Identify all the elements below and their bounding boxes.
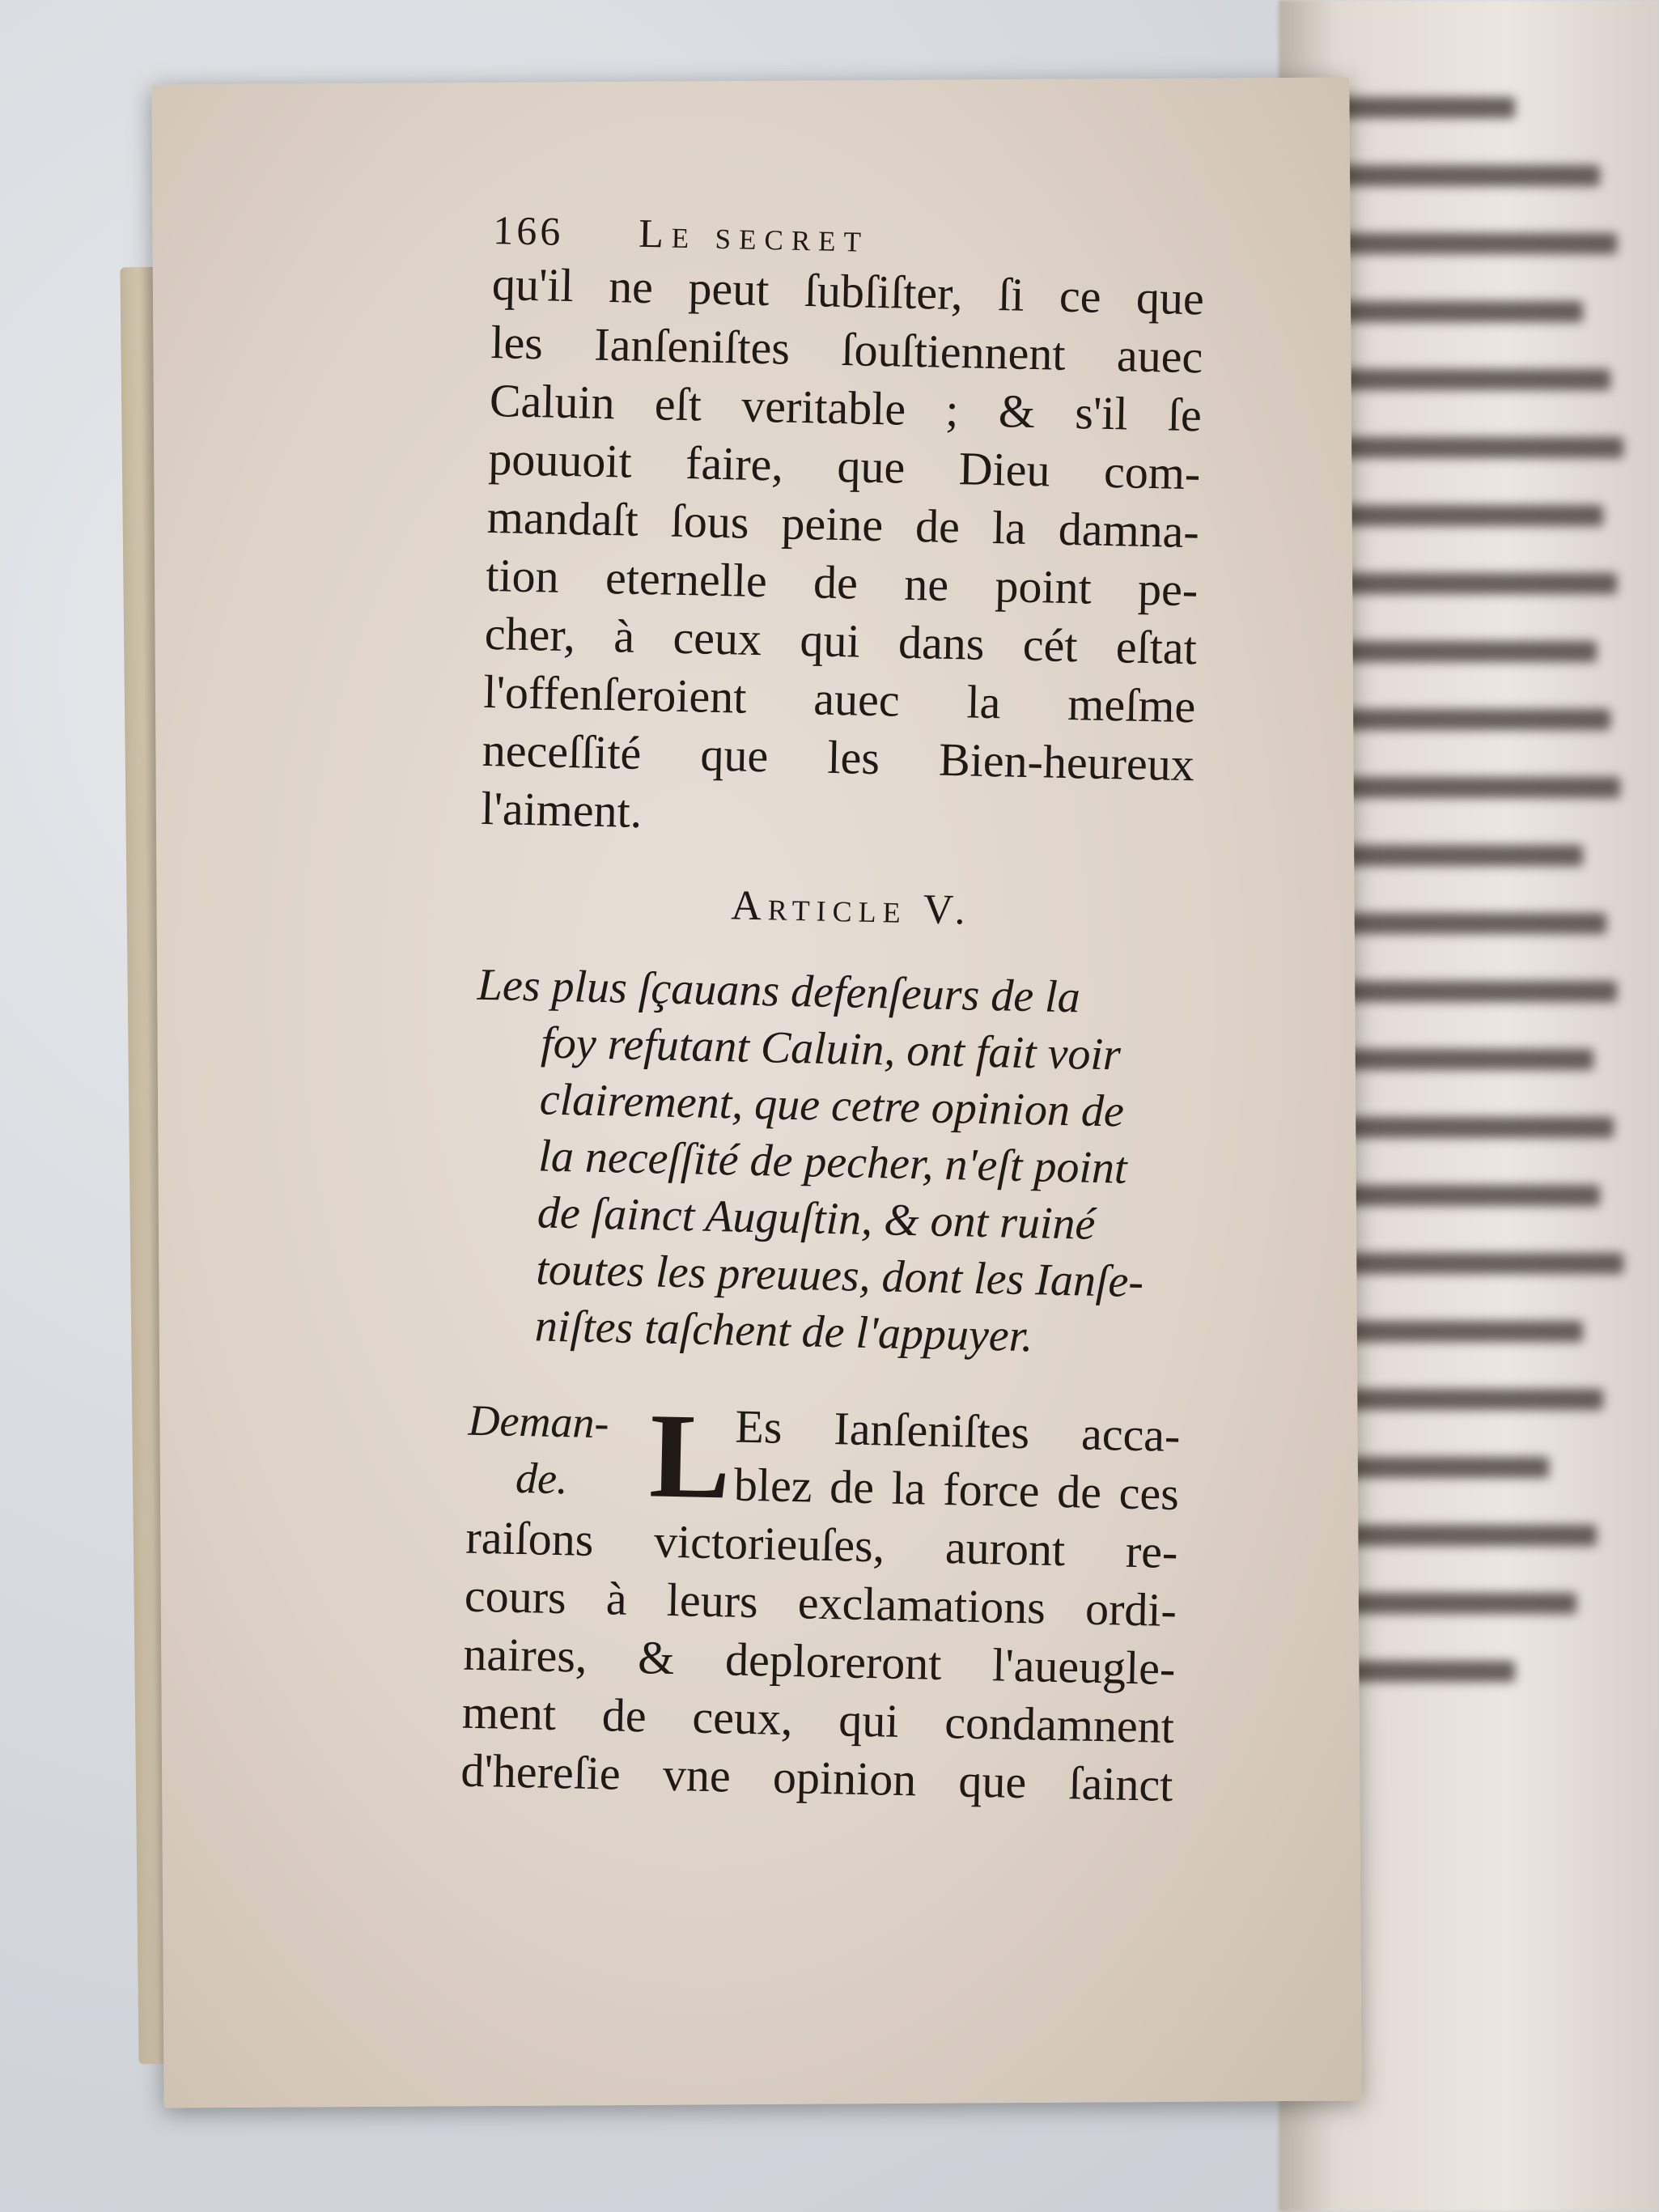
text-line: l'aiment.: [480, 781, 643, 838]
text-line: Caluin eſt veritable ; & s'il ſe: [489, 373, 1203, 442]
summary-line: de ſainct Auguſtin, & ont ruiné: [537, 1187, 1097, 1250]
text-line: blez de la force de ces: [733, 1458, 1180, 1521]
summary-line: clairement, que cetre opinion de: [539, 1074, 1125, 1137]
text-line: qu'il ne peut ſubſiſter, ſi ce que: [491, 257, 1205, 325]
summary-line: la neceſſité de pecher, n'eſt point: [537, 1131, 1128, 1194]
text-line: les Ianſeniſtes ſouſtiennent auec: [490, 315, 1203, 384]
paragraph-continued: [481, 255, 1205, 852]
running-title: Le secret: [638, 210, 870, 261]
text-line: ment de ceux, qui condamnent: [461, 1685, 1175, 1754]
text-line: raiſons victorieuſes, auront re-: [465, 1510, 1179, 1579]
text-line: cher, à ceux qui dans cét eſtat: [484, 606, 1198, 675]
speaker-label: [466, 1392, 609, 1509]
summary-line: niſtes taſchent de l'appuyer.: [534, 1301, 1033, 1362]
drop-cap: L: [647, 1388, 732, 1525]
text-line: cours à leurs exclamations ordi-: [464, 1569, 1177, 1637]
text-line: l'offenſeroient auec la meſme: [482, 664, 1196, 733]
text-line: mandaſt ſous peine de la damna-: [486, 490, 1200, 558]
blurred-text-block: [1311, 97, 1651, 2121]
text-line: pouuoit faire, que Dieu com-: [487, 431, 1201, 500]
article-summary: [469, 957, 1190, 1368]
text-line: neceſſité que les Bien-heureux: [482, 723, 1195, 792]
speaker-line: de.: [515, 1453, 569, 1504]
summary-line: toutes les preuues, dont les Ianſe-: [535, 1244, 1144, 1308]
text-line: d'hereſie vne opinion que ſainct: [460, 1743, 1174, 1811]
text-line: tion eternelle de ne point pe-: [485, 548, 1199, 617]
summary-line: Les plus ſçauans defenſeurs de la: [477, 959, 1081, 1023]
summary-line: foy refutant Caluin, ont fait voir: [540, 1017, 1122, 1081]
text-line: naires, & deploreront l'aueugle-: [462, 1627, 1177, 1696]
article-heading: Article V.: [730, 882, 973, 934]
speaker-line: Deman-: [467, 1395, 610, 1448]
page-text-block: [460, 206, 1206, 1815]
page-number: 166: [492, 206, 564, 254]
text-line: Es Ianſeniſtes acca-: [734, 1399, 1182, 1463]
dialogue-paragraph: [460, 1388, 1182, 1815]
